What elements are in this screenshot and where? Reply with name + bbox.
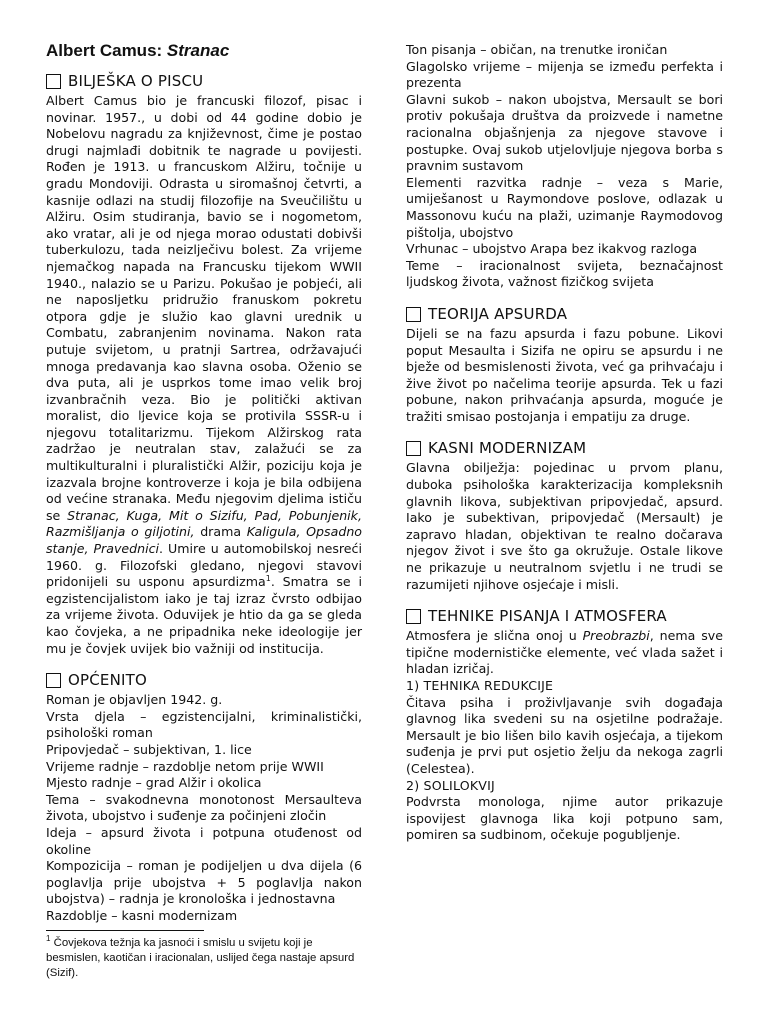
soliloquy-paragraph: Podvrsta monologa, njime autor prikazuje ispovijest glavnoga lika koji potpuno sam, pomiren sa sudbinom, očekuje pogubljenje. xyxy=(406,794,723,843)
general-line: Vrhunac – ubojstvo Arapa bez ikakvog razloga xyxy=(406,241,698,257)
section-heading-techniques xyxy=(406,607,723,626)
section-heading-label: TEORIJA APSURDA xyxy=(428,304,568,323)
section-heading-general xyxy=(46,671,362,690)
section-heading-absurd xyxy=(406,305,723,324)
footnote-marker: 1 xyxy=(46,934,51,944)
general-line: Kompozicija – roman je podijeljen u dva dijela (6 poglavlja prije ubojstva + 5 poglavlja nakon ubojstva) – radnja je kronološka i jednostavna xyxy=(46,858,362,907)
section-heading-label: OPĆENITO xyxy=(68,671,148,690)
works-list: Stranac, Kuga, Mit o Sizifu, Pad, Pobunjenik, Razmišljanja o giljotini, xyxy=(46,507,362,540)
section-heading-modernism xyxy=(406,439,723,458)
checkbox-icon xyxy=(406,441,421,456)
reduction-paragraph: Čitava psiha i proživljavanje svih događaja glavnog lika svedeni su na osjetilne podražaje. Mersault je bio lišen bilo kavih osjećaja, a tijekom suđenja je prvi put osjetio želju da nekoga zagrli (Celestea). xyxy=(406,694,723,776)
general-line: Tema – svakodnevna monotonost Mersaulteva života, ubojstvo i suđenje za počinjeni zločin xyxy=(46,791,362,824)
bio-text: drama xyxy=(200,524,242,540)
right-column xyxy=(406,42,723,844)
footnote-marker: 1 xyxy=(265,574,271,584)
subheading-soliloquy: 2) SOLILOKVIJ xyxy=(406,777,495,793)
checkbox-icon xyxy=(406,307,421,322)
document-title xyxy=(46,40,362,62)
title-work: Stranac xyxy=(166,41,230,60)
general-line: Glavni sukob – nakon ubojstva, Mersault se bori protiv pokušaja društva da proizvede i nametne racionalna objašnjenja za njegove stavove i postupke. Ovaj sukob utjelovljuje njegova borba s pravnim sustavom xyxy=(406,91,723,174)
absurd-paragraph: Dijeli se na fazu apsurda i fazu pobune. Likovi poput Mesaulta i Sizifa ne opiru se apsurdu i ne bježe od besmislenosti života, već ga prihvaćaju i žive život po načelima teorije apsurda. Tek u fazi pobune, nakon prihvaćanja apsurda, moguće je tražiti smisao postojanja i empatiju za druge. xyxy=(406,325,723,424)
bio-text: . Smatra se i egzistencijalistom iako je taj izraz čvrsto odbijao za vrijeme života. Oduvijek je htio da ga se gleda kao čovjeka, a ne pripadnika neke ideologije jer mu je čovjek uvijek bio važniji od institucija. xyxy=(46,574,363,656)
checkbox-icon xyxy=(46,74,61,89)
bio-paragraph xyxy=(46,93,362,657)
section-heading-label: BILJEŠKA O PISCU xyxy=(68,72,204,90)
works-list: Kaligula, Opsadno stanje, Pravednici xyxy=(46,524,363,557)
checkbox-icon xyxy=(46,673,61,688)
bio-text: Albert Camus bio je francuski filozof, pisac i novinar. 1957., u dobi od 44 godine dobio je Nobelovu nagradu za književnost, čime je postao drugi najmlađi dobitnik te nagrade u povijesti. Rođen je 1913. u francuskom Alžiru, točnije u gradu Mondoviji. Odrasta u siromašnoj četvrti, a kasnije odlazi na studij filozofije na Sveučilištu u Alžiru. Osim studiranja, bavio se i nogometom, ako vratar, ali je od njega morao odustati dobivši tuberkulozu, tada neizlječivu bolest. Za vrijeme njemačkog napada na Francusku tijekom WWII 1940., nalazio se u Parizu. Pokušao je pobjeći, ali ne naposljetku pridružio franuskom pokretu otpora gdje je služio kao glavni urednik u Combatu, zabranjenim novinama. Nakon rata putuje svijetom, u pratnji Sartrea, održavajući mnoga predavanja kao slavna osoba. Oženio se dva puta, ali je usprkos tome imao velik broj izvanbračnih veza. Bio je politički aktivan moralist, dio ljevice koja se protivila SSSR-u i njegovu totalitarizmu. Tijekom Alžirskog rata zadržao je neutralan stav, zalažući se za multikulturalni i pluralistički Alžir, poziciju koja je izazvala brojne kontroverze i koja je bila odbijena od većine stranaka. Među njegovim djelima ističu se xyxy=(46,93,362,523)
section-heading-bio xyxy=(46,72,362,91)
general-line: Roman je objavljen 1942. g. xyxy=(46,692,223,708)
modernism-paragraph: Glavna obilježja: pojedinac u prvom planu, duboka psihološka karakterizacija kompleksnih glavnih likova, subjektivan pripovjedač, apsurd. Iako je subektivan, pripovjedač (Mersault) je zapravo hladan, objektivan te realno dočarava njegov život i sve što ga okružuje. Ostale likove ne prikazuje u neutralnom svjetlu i ne trudi se razumijeti njihove osjećaje i misli. xyxy=(406,460,723,592)
general-line: Teme – iracionalnost svijeta, beznačajnost ljudskog života, važnost fizičkog svijeta xyxy=(406,257,723,290)
techniques-intro xyxy=(406,628,723,678)
general-line: Pripovjedač – subjektivan, 1. lice xyxy=(46,741,252,757)
general-line: Vrsta djela – egzistencijalni, kriminalistički, psihološki roman xyxy=(46,708,362,741)
bio-text: . Umire u automobilskoj nesreći 1960. g. Filozofski gledano, njegovi stavovi pridonijeli su usponu apsurdizma xyxy=(46,541,362,590)
general-continued-list xyxy=(406,42,723,291)
general-line: Mjesto radnje – grad Alžir i okolica xyxy=(46,775,262,791)
subheading-reduction: 1) TEHNIKA REDUKCIJE xyxy=(406,678,554,693)
general-line: Vrijeme radnje – razdoblje netom prije WWII xyxy=(46,758,324,774)
section-heading-label: KASNI MODERNIZAM xyxy=(428,439,587,458)
left-column xyxy=(46,40,362,925)
general-line: Razdoblje – kasni modernizam xyxy=(46,907,238,923)
intro-text: , nema sve tipične modernističke elemente, već vlada sažet i hladan izričaj. xyxy=(406,628,723,677)
general-line: Elementi razvitka radnje – veza s Marie, umiješanost u Raymondove poslove, odlazak u Massonovu kuću na plaži, uzimanje Raymodovog pištolja, ubojstvo xyxy=(406,174,723,240)
work-title: Preobrazbi xyxy=(582,628,650,644)
general-line: Ideja – apsurd života i potpuna otuđenost od okoline xyxy=(46,824,362,857)
general-list xyxy=(46,692,362,924)
footnote-text: Čovjekova težnja ka jasnoći i smislu u svijetu koji je besmislen, kaotičan i iracionalan, uslijed čega nastaje apsurd (Sizif). xyxy=(46,937,355,979)
footnote xyxy=(46,936,366,981)
title-author: Albert Camus: xyxy=(46,41,163,60)
section-heading-label: TEHNIKE PISANJA I ATMOSFERA xyxy=(428,607,667,626)
general-line: Ton pisanja – običan, na trenutke ironičan xyxy=(406,42,668,57)
checkbox-icon xyxy=(406,609,421,624)
general-line: Glagolsko vrijeme – mijenja se između perfekta i prezenta xyxy=(406,58,723,91)
footnote-divider xyxy=(46,930,204,931)
intro-text: Atmosfera je slična onoj u xyxy=(406,628,577,644)
